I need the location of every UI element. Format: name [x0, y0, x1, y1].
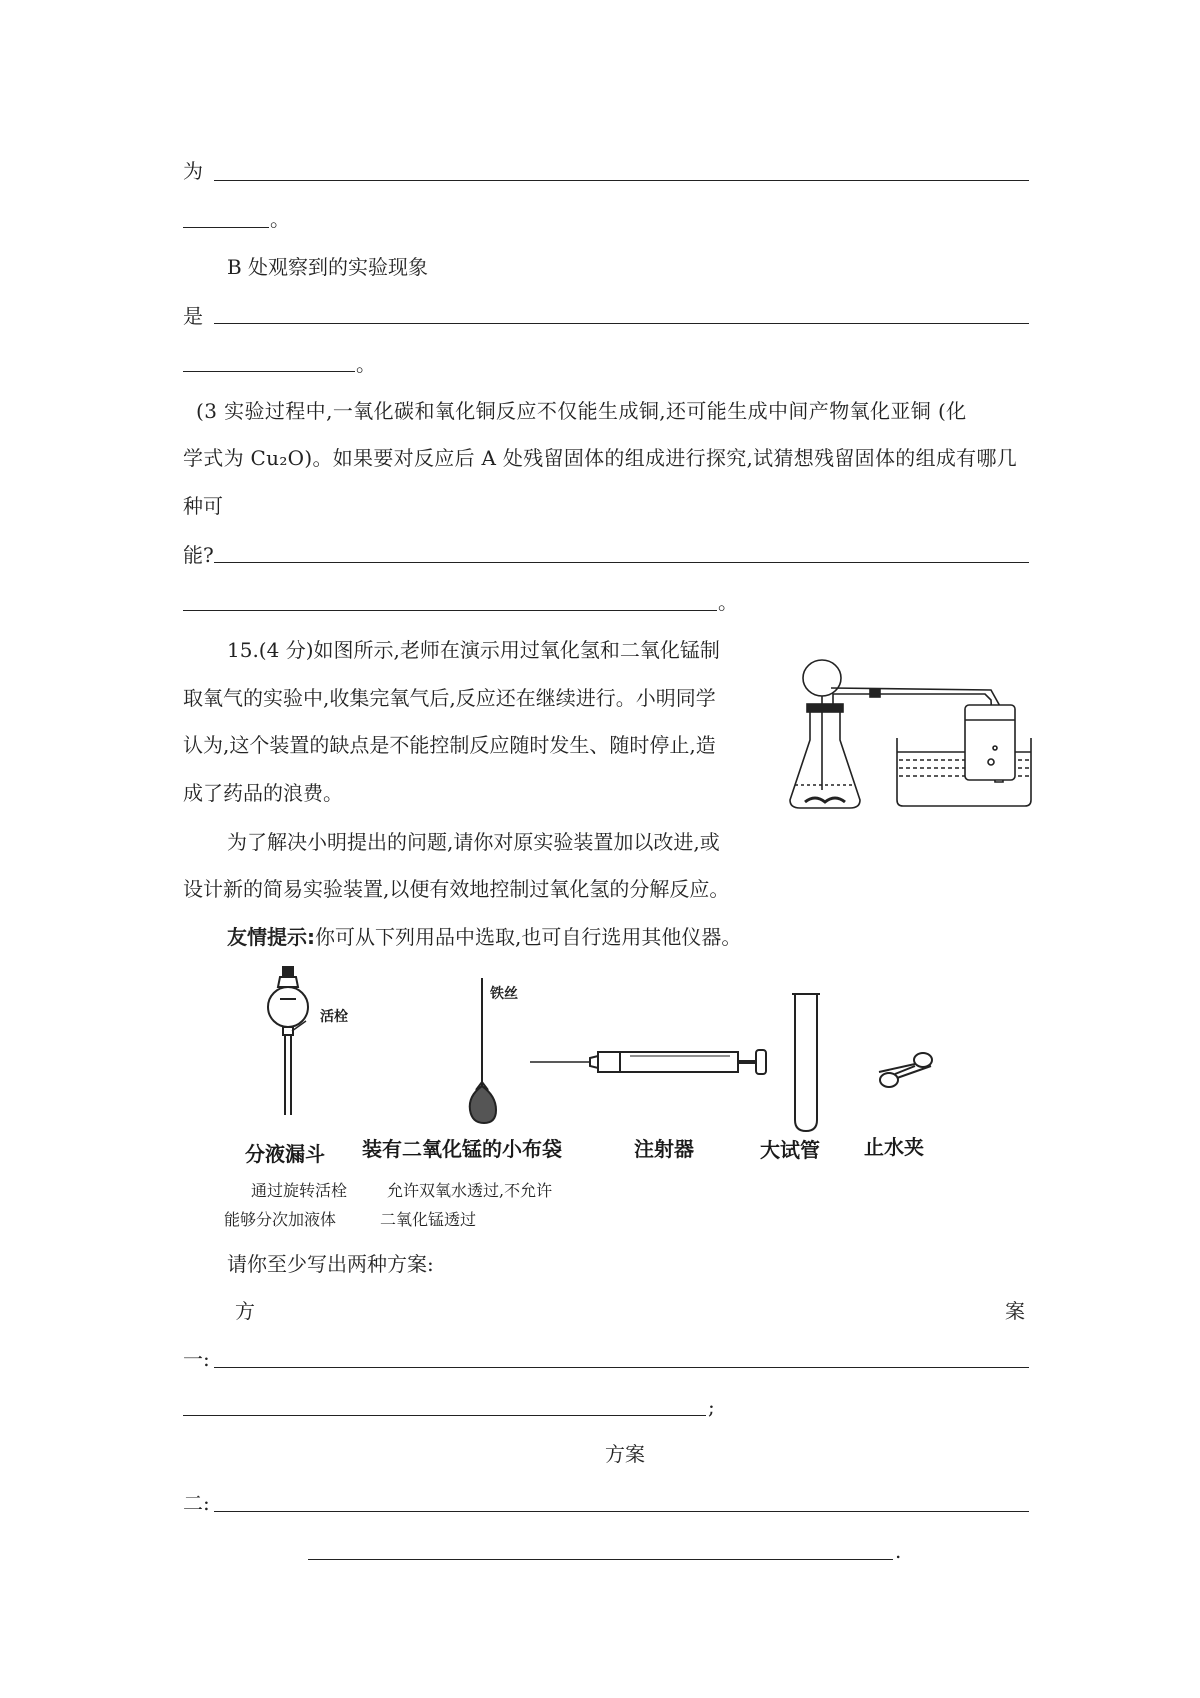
plan1-answer-blank[interactable]: [183, 1415, 706, 1416]
water-clamp-icon: [875, 1048, 945, 1093]
part3-text: (3 实验过程中,一氧化碳和氧化铜反应不仅能生成铜,还可能生成中间产物氧化亚铜 (化: [196, 399, 967, 423]
funnel-bulb: [803, 660, 841, 696]
note-funnel: 能够分次加液体: [224, 1210, 337, 1229]
line-prefix-wei: 为: [183, 159, 203, 183]
plan2-prefix: 二:: [183, 1491, 210, 1515]
answer-blank[interactable]: [214, 323, 1029, 324]
syringe-icon: [530, 1042, 780, 1082]
line-prefix-neng: 能?: [183, 543, 214, 567]
answer-blank[interactable]: [183, 227, 269, 228]
label-separating-funnel: 分液漏斗: [245, 1142, 325, 1166]
plan1-answer-blank[interactable]: [214, 1367, 1029, 1368]
hint-line: [227, 923, 741, 951]
plan2-answer-blank[interactable]: [308, 1559, 893, 1560]
q15-text: 15.(4 分)如图所示,老师在演示用过氧化氢和二氧化锰制: [227, 638, 720, 662]
answer-blank[interactable]: [183, 371, 355, 372]
part3-text: 学式为 Cu₂O)。如果要对反应后 A 处残留固体的组成进行探究,试猜想残留固体的组成有哪几: [183, 446, 1018, 470]
conical-flask: [790, 708, 860, 808]
b-observation-prompt: B 处观察到的实验现象: [227, 255, 429, 279]
plan2-label: 方案: [605, 1442, 645, 1466]
stopcock-label: 活栓: [320, 1009, 348, 1025]
iron-wire-label: 铁丝: [490, 986, 518, 1002]
original-apparatus-illustration: [795, 650, 1035, 820]
plans-prompt: 请你至少写出两种方案:: [227, 1252, 434, 1276]
plan1-word-an: 案: [1005, 1299, 1025, 1323]
separating-funnel-icon: [258, 965, 318, 1125]
label-syringe: 注射器: [634, 1137, 694, 1161]
answer-blank[interactable]: [214, 562, 1029, 563]
plan1-word-fang: 方: [235, 1299, 255, 1323]
line-end: 。: [718, 590, 738, 614]
answer-blank[interactable]: [214, 180, 1029, 181]
q15-text: 设计新的简易实验装置,以便有效地控制过氧化氢的分解反应。: [183, 877, 730, 901]
plan1-prefix: 一:: [183, 1347, 210, 1371]
test-tube-icon: [791, 990, 821, 1135]
part3-text: 种可: [183, 494, 223, 518]
plan2-end: .: [895, 1539, 902, 1563]
note-bag: 允许双氧水透过,不允许: [387, 1181, 553, 1200]
plan1-end: ;: [708, 1395, 715, 1419]
note-bag: 二氧化锰透过: [380, 1210, 477, 1229]
line-end: 。: [356, 352, 376, 376]
q15-text: 取氧气的实验中,收集完氧气后,反应还在继续进行。小明同学: [183, 686, 716, 710]
line-prefix-shi: 是: [183, 304, 203, 328]
hint-label: 友情提示:: [227, 925, 315, 949]
q15-text: 认为,这个装置的缺点是不能控制反应随时发生、随时停止,造: [183, 733, 716, 757]
gas-jar: [965, 705, 1015, 780]
label-mno2-bag: 装有二氧化锰的小布袋: [362, 1137, 562, 1161]
q15-text: 为了解决小明提出的问题,请你对原实验装置加以改进,或: [227, 830, 720, 854]
line-end: 。: [270, 207, 290, 231]
answer-blank[interactable]: [183, 610, 717, 611]
plan2-answer-blank[interactable]: [214, 1511, 1029, 1512]
hint-text: 你可从下列用品中选取,也可自行选用其他仪器。: [315, 925, 742, 949]
note-funnel: 通过旋转活栓: [251, 1181, 348, 1200]
label-test-tube: 大试管: [760, 1138, 820, 1162]
label-water-clamp: 止水夹: [864, 1135, 924, 1159]
q15-text: 成了药品的浪费。: [183, 781, 343, 805]
